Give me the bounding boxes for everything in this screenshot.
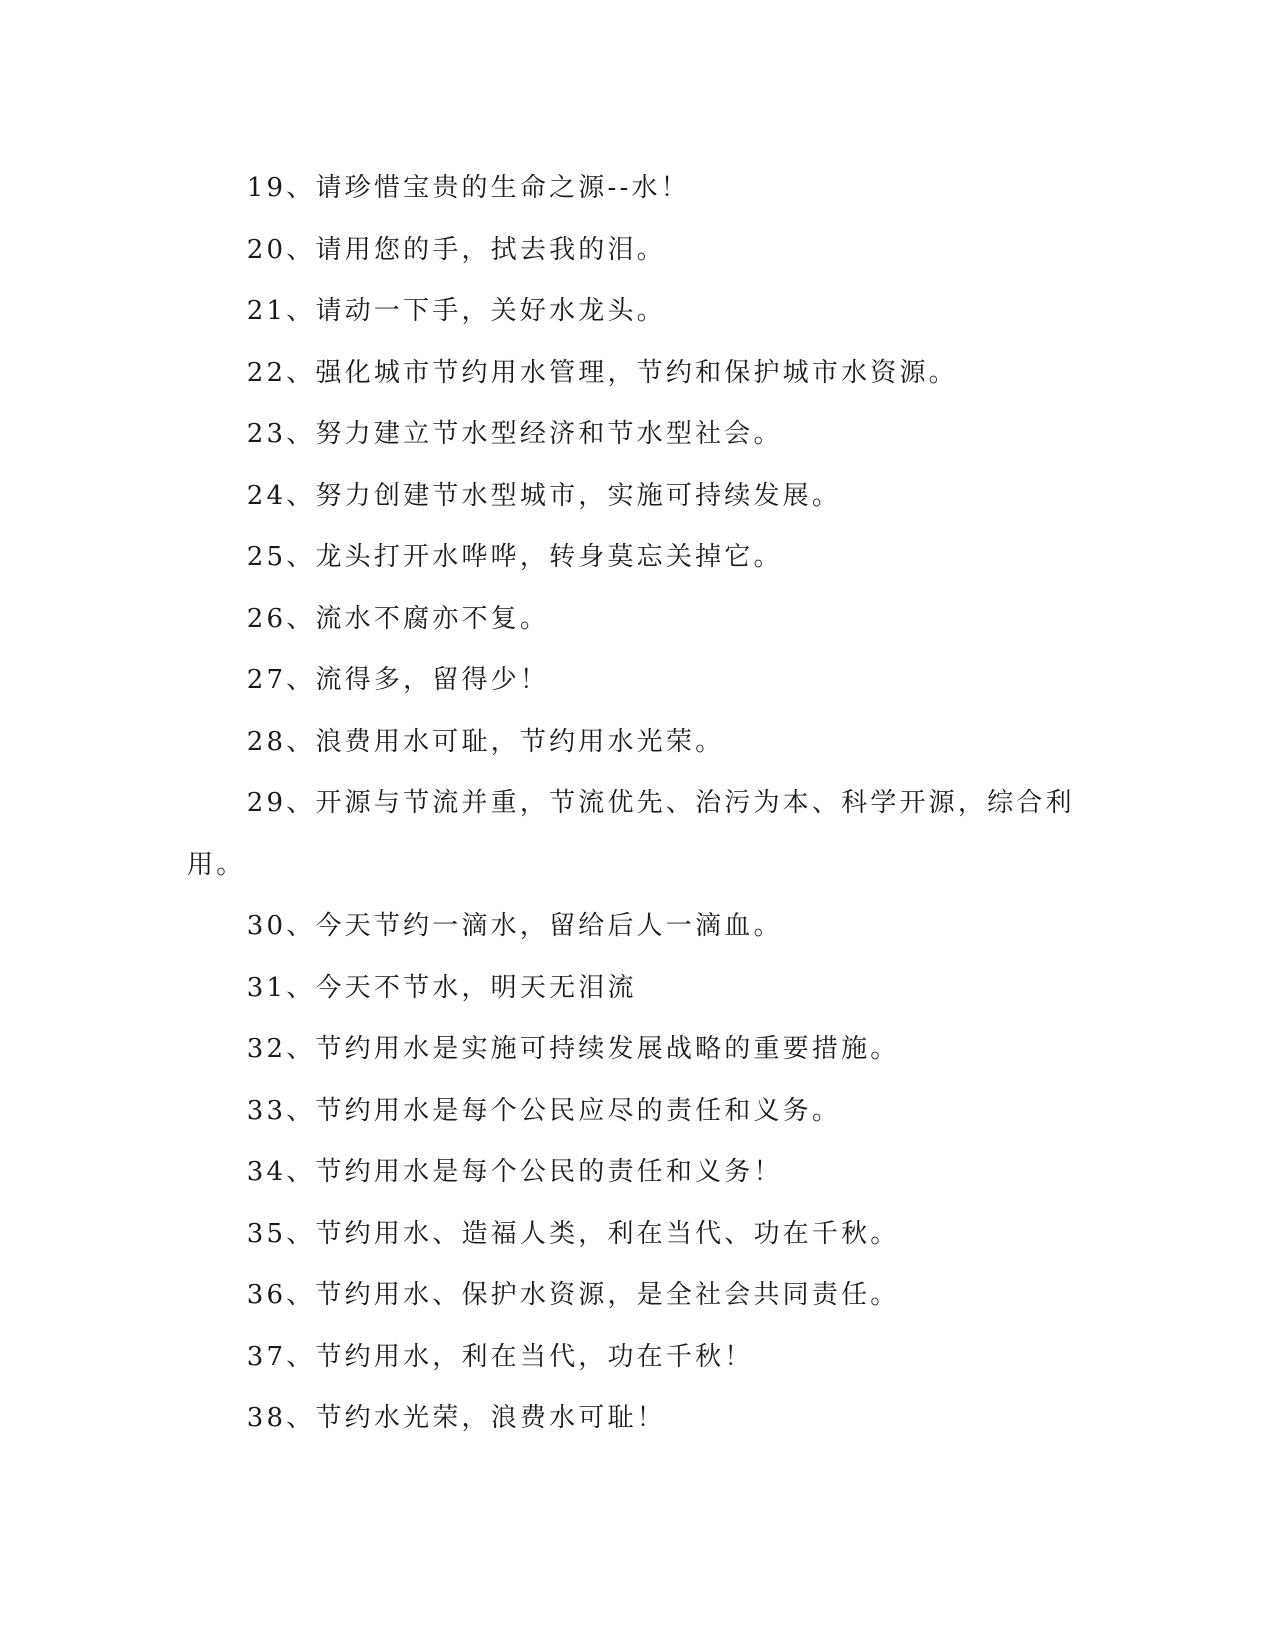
slogan-paragraph: 22、强化城市节约用水管理，节约和保护城市水资源。 bbox=[246, 357, 958, 388]
slogan-paragraph: 33、节约用水是每个公民应尽的责任和义务。 bbox=[246, 1095, 842, 1126]
slogan-paragraph: 27、流得多，留得少！ bbox=[246, 665, 550, 695]
slogan-paragraph: 19、请珍惜宝贵的生命之源--水！ bbox=[246, 173, 690, 203]
slogan-paragraph: 35、节约用水、造福人类，利在当代、功在千秋。 bbox=[246, 1218, 900, 1249]
slogan-paragraph: 37、节约用水，利在当代，功在千秋！ bbox=[246, 1341, 754, 1372]
slogan-paragraph: 21、请动一下手，关好水龙头。 bbox=[246, 296, 666, 326]
slogan-paragraph: 20、请用您的手，拭去我的泪。 bbox=[246, 234, 666, 265]
slogan-paragraph: 26、流水不腐亦不复。 bbox=[246, 603, 550, 634]
slogan-paragraph: 25、龙头打开水哗哗，转身莫忘关掉它。 bbox=[246, 542, 783, 572]
slogan-paragraph: 32、节约用水是实施可持续发展战略的重要措施。 bbox=[246, 1034, 900, 1064]
slogan-paragraph: 36、节约用水、保护水资源，是全社会共同责任。 bbox=[246, 1280, 900, 1310]
slogan-paragraph: 24、努力创建节水型城市，实施可持续发展。 bbox=[246, 480, 842, 511]
slogan-paragraph: 31、今天不节水，明天无泪流 bbox=[246, 972, 637, 1003]
slogan-paragraph: 23、努力建立节水型经济和节水型社会。 bbox=[246, 419, 783, 449]
slogan-paragraph: 28、浪费用水可耻，节约用水光荣。 bbox=[246, 726, 725, 757]
slogan-paragraph: 30、今天节约一滴水，留给后人一滴血。 bbox=[246, 911, 783, 941]
slogan-paragraph: 34、节约用水是每个公民的责任和义务！ bbox=[246, 1157, 783, 1187]
slogan-paragraph: 29、开源与节流并重，节流优先、治污为本、科学开源，综合利用。 bbox=[187, 788, 1075, 880]
slogan-paragraph: 38、节约水光荣，浪费水可耻！ bbox=[246, 1403, 666, 1433]
document-body bbox=[187, 158, 1077, 1450]
